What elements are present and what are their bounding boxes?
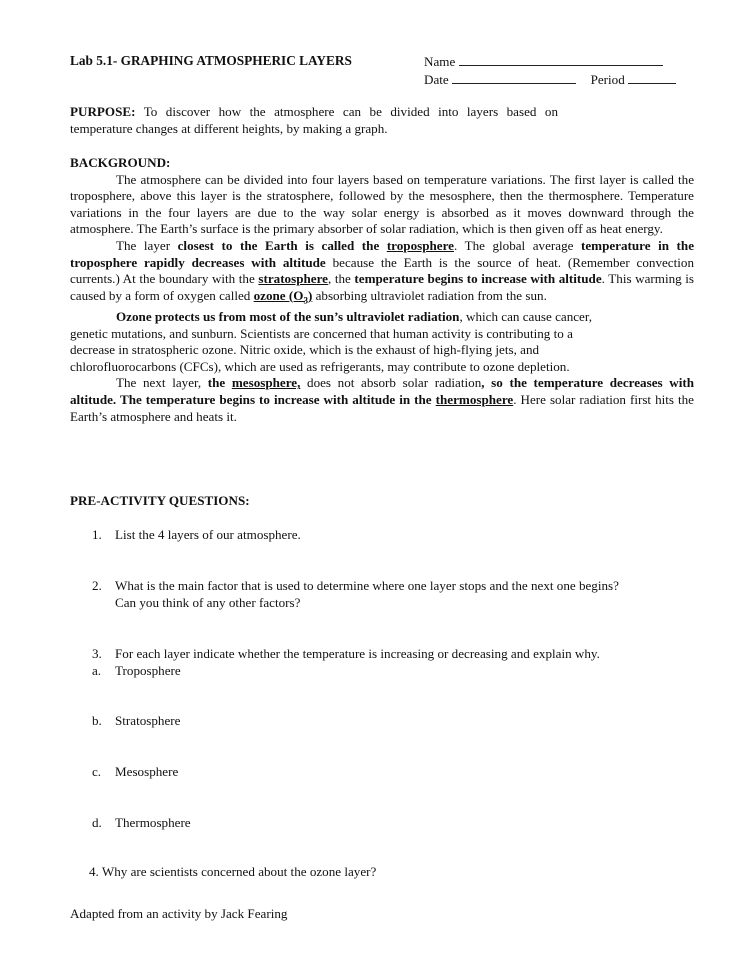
worksheet-title: Lab 5.1- GRAPHING ATMOSPHERIC LAYERS bbox=[70, 53, 352, 68]
background-heading: BACKGROUND: bbox=[70, 155, 171, 170]
background-paragraph-4: The next layer, the mesosphere, does not absorb solar radiation, so the temperature decreases with altitude. The temperature begins to increase with altitude in the thermosphere. Here solar radiation first hits the Earth’s atmosphere and heats it. bbox=[70, 375, 694, 424]
date-blank[interactable] bbox=[452, 71, 576, 84]
name-row bbox=[424, 53, 684, 71]
date-label: Date bbox=[424, 72, 449, 87]
questions-heading: PRE-ACTIVITY QUESTIONS: bbox=[70, 493, 250, 508]
name-blank[interactable] bbox=[459, 53, 663, 66]
background-paragraph-1: The atmosphere can be divided into four layers based on temperature variations. The first layer is called the troposphere, above this layer is the stratosphere, followed by the mesosphere, then the thermosphere. Temperature variations in the four layers are due to the way solar energy is absorbed as it moves downward through the atmosphere. The Earth’s surface is the primary absorber of solar radiation, which is then given off as heat energy. bbox=[70, 171, 694, 237]
question-3: 3. For each layer indicate whether the temperature is increasing or decreasing and explain why. a. Troposphere bbox=[92, 646, 600, 678]
question-2: 2. What is the main factor that is used to determine where one layer stops and the next one begins? Can you think of any other factors? bbox=[92, 578, 619, 610]
question-4: 4. Why are scientists concerned about the ozone layer? bbox=[89, 864, 377, 879]
troposphere-item: Troposphere bbox=[115, 662, 181, 678]
background-section bbox=[70, 155, 694, 425]
purpose-section bbox=[70, 104, 558, 137]
period-label: Period bbox=[590, 72, 625, 87]
question-3c: c. Mesosphere bbox=[92, 764, 179, 779]
footer-credit: Adapted from an activity by Jack Fearing bbox=[70, 906, 288, 921]
purpose-text: To discover how the atmosphere can be divided into layers based on temperature changes at different heights, by making a graph. bbox=[70, 104, 558, 136]
question-3b: b. Stratosphere bbox=[92, 713, 181, 728]
purpose-label: PURPOSE: bbox=[70, 104, 136, 119]
troposphere-term: troposphere bbox=[386, 237, 454, 253]
background-paragraph-3: Ozone protects us from most of the sun’s ultraviolet radiation, which can cause cancer, genetic mutations, and sunburn. Scientists are concerned that human activity is contributing to a decrease in stratospheric ozone. Nitric oxide, which is the exhaust of high-flying jets, and chlorofluorocarbons (CFCs), which are used as refrigerants, may contribute to ozone depletion. bbox=[70, 308, 592, 374]
question-1: 1. List the 4 layers of our atmosphere. bbox=[92, 527, 301, 542]
question-3d: d. Thermosphere bbox=[92, 815, 191, 830]
thermosphere-term: thermosphere bbox=[435, 391, 514, 407]
student-info-block bbox=[424, 53, 684, 89]
period-blank[interactable] bbox=[628, 71, 676, 84]
name-label: Name bbox=[424, 54, 456, 69]
background-paragraph-2: The layer closest to the Earth is called the troposphere. The global average temperature in the troposphere rapidly decreases with altitude because the Earth is the source of heat. (Remember convection currents.) At the boundary with the stratosphere, the temperature begins to increase with altitude. This warming is caused by a form of oxygen called ozone $(O_3)$ absorbing ultraviolet radiation from the sun. bbox=[70, 237, 695, 306]
date-period-row bbox=[424, 71, 684, 89]
stratosphere-term: stratosphere bbox=[258, 271, 328, 287]
mesosphere-term: mesosphere, bbox=[231, 375, 301, 391]
ozone-term: ozone $(O_3)$ bbox=[253, 287, 313, 306]
